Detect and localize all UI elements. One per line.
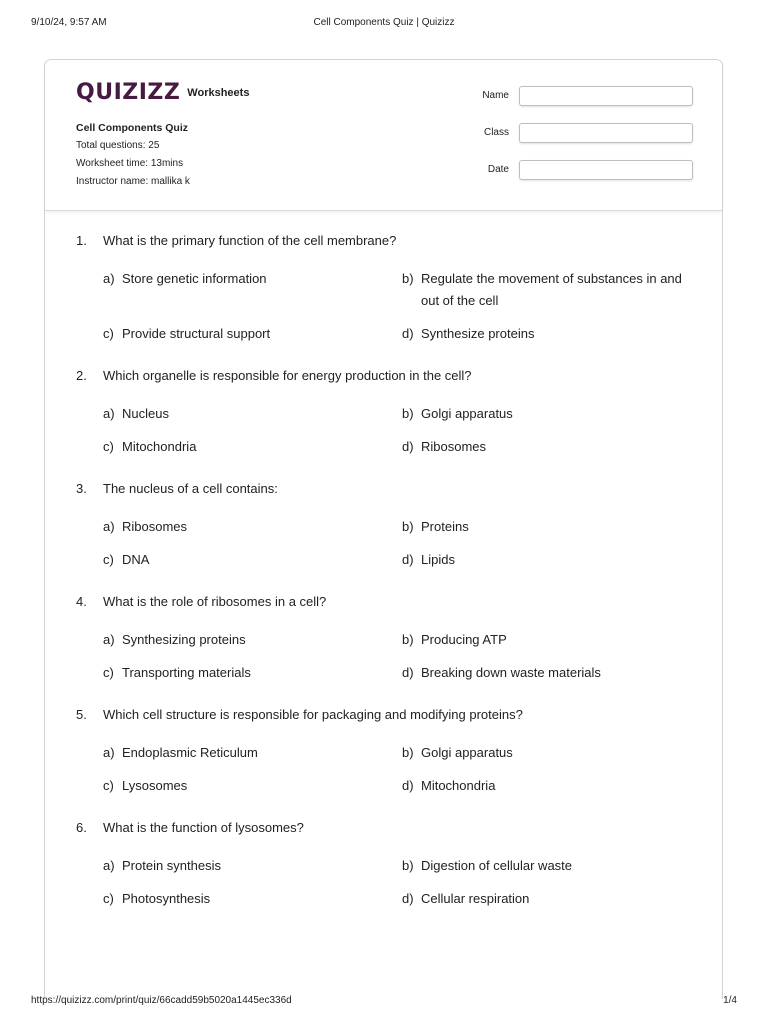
page-number: 1/4 [723, 995, 737, 1006]
option-letter: b) [402, 632, 414, 647]
option-text: Regulate the movement of substances in and out of the cell [421, 271, 682, 308]
question-number: 6. [76, 820, 87, 835]
answer-option [402, 268, 702, 312]
question-6 [76, 819, 696, 910]
name-field-row [465, 86, 693, 108]
option-text: Digestion of cellular waste [421, 858, 573, 873]
worksheet [44, 59, 723, 999]
worksheet-time: Worksheet time: 13mins [76, 158, 184, 169]
question-text: The nucleus of a cell contains: [103, 481, 278, 496]
question-number: 2. [76, 368, 87, 383]
answer-options [103, 742, 696, 797]
answer-option [103, 629, 402, 651]
date-input[interactable] [519, 160, 693, 180]
answer-option [402, 855, 702, 877]
option-text: DNA [122, 552, 150, 567]
name-input[interactable] [519, 86, 693, 106]
option-text: Lysosomes [122, 778, 188, 793]
print-page-title: Cell Components Quiz | Quizizz [313, 17, 455, 28]
option-letter: b) [402, 271, 414, 286]
answer-option [103, 436, 402, 458]
date-label: Date [487, 164, 509, 175]
answer-option [402, 662, 702, 684]
quiz-info [76, 119, 190, 191]
option-text: Store genetic information [122, 271, 267, 286]
option-letter: d) [402, 778, 414, 793]
answer-option [402, 516, 702, 538]
answer-option [402, 629, 702, 651]
answer-option [103, 549, 402, 571]
answer-options [103, 516, 696, 571]
print-header [31, 17, 737, 31]
option-text: Lipids [421, 552, 455, 567]
option-letter: d) [402, 439, 414, 454]
question-list [76, 232, 696, 932]
option-letter: c) [103, 326, 114, 341]
answer-option [103, 516, 402, 538]
option-text: Golgi apparatus [421, 745, 513, 760]
question-1 [76, 232, 696, 345]
option-letter: c) [103, 778, 114, 793]
class-field-row [465, 123, 693, 145]
option-letter: c) [103, 665, 114, 680]
question-4 [76, 593, 696, 684]
question-text: What is the primary function of the cell membrane? [103, 233, 397, 248]
answer-option [402, 403, 702, 425]
answer-option [402, 775, 702, 797]
option-letter: a) [103, 632, 115, 647]
answer-option [402, 549, 702, 571]
option-text: Ribosomes [122, 519, 188, 534]
option-text: Photosynthesis [122, 891, 211, 906]
option-text: Proteins [421, 519, 469, 534]
brand [76, 80, 249, 106]
question-text: Which organelle is responsible for energy production in the cell? [103, 368, 472, 383]
option-text: Protein synthesis [122, 858, 221, 873]
answer-options [103, 855, 696, 910]
instructor-name: Instructor name: mallika k [76, 176, 190, 187]
answer-option [402, 436, 702, 458]
date-field-row [465, 160, 693, 182]
print-footer [31, 995, 737, 1009]
class-label: Class [483, 127, 509, 138]
question-text: What is the role of ribosomes in a cell? [103, 594, 327, 609]
answer-option [103, 403, 402, 425]
option-text: Golgi apparatus [421, 406, 513, 421]
option-text: Mitochondria [122, 439, 197, 454]
option-letter: a) [103, 406, 115, 421]
option-letter: b) [402, 745, 414, 760]
option-text: Transporting materials [122, 665, 251, 680]
question-number: 5. [76, 707, 87, 722]
question-number: 4. [76, 594, 87, 609]
option-letter: d) [402, 665, 414, 680]
question-number: 3. [76, 481, 87, 496]
question-5 [76, 706, 696, 797]
option-text: Synthesize proteins [421, 326, 535, 341]
option-letter: a) [103, 519, 115, 534]
answer-option [103, 268, 402, 312]
quizizz-logo: QUIZIZZ [76, 80, 181, 105]
option-text: Breaking down waste materials [421, 665, 601, 680]
option-letter: c) [103, 439, 114, 454]
answer-option [402, 888, 702, 910]
print-url: https://quizizz.com/print/quiz/66cadd59b5020a1445ec336d [31, 995, 292, 1006]
brand-subtitle: Worksheets [187, 87, 250, 99]
question-number: 1. [76, 233, 87, 248]
option-text: Ribosomes [421, 439, 487, 454]
option-letter: a) [103, 858, 115, 873]
option-letter: b) [402, 519, 414, 534]
option-text: Cellular respiration [421, 891, 530, 906]
option-text: Mitochondria [421, 778, 496, 793]
print-datetime: 9/10/24, 9:57 AM [31, 17, 107, 28]
answer-option [103, 323, 402, 345]
question-2 [76, 367, 696, 458]
answer-options [103, 403, 696, 458]
question-text: Which cell structure is responsible for packaging and modifying proteins? [103, 707, 523, 722]
class-input[interactable] [519, 123, 693, 143]
answer-option [103, 662, 402, 684]
answer-options [103, 629, 696, 684]
answer-option [402, 323, 702, 345]
quiz-title: Cell Components Quiz [76, 122, 189, 134]
option-text: Synthesizing proteins [122, 632, 246, 647]
option-letter: d) [402, 891, 414, 906]
answer-option [103, 888, 402, 910]
option-text: Producing ATP [421, 632, 507, 647]
answer-option [103, 855, 402, 877]
option-letter: c) [103, 552, 114, 567]
question-text: What is the function of lysosomes? [103, 820, 304, 835]
question-3 [76, 480, 696, 571]
option-letter: a) [103, 745, 115, 760]
worksheet-header [45, 60, 722, 211]
answer-options [103, 268, 696, 345]
option-letter: a) [103, 271, 115, 286]
name-label: Name [482, 90, 509, 101]
option-letter: b) [402, 858, 414, 873]
answer-option [402, 742, 702, 764]
option-letter: d) [402, 552, 414, 567]
option-letter: d) [402, 326, 414, 341]
option-letter: b) [402, 406, 414, 421]
option-letter: c) [103, 891, 114, 906]
total-questions: Total questions: 25 [76, 140, 160, 151]
option-text: Endoplasmic Reticulum [122, 745, 258, 760]
option-text: Provide structural support [122, 326, 271, 341]
option-text: Nucleus [122, 406, 169, 421]
answer-option [103, 775, 402, 797]
answer-option [103, 742, 402, 764]
